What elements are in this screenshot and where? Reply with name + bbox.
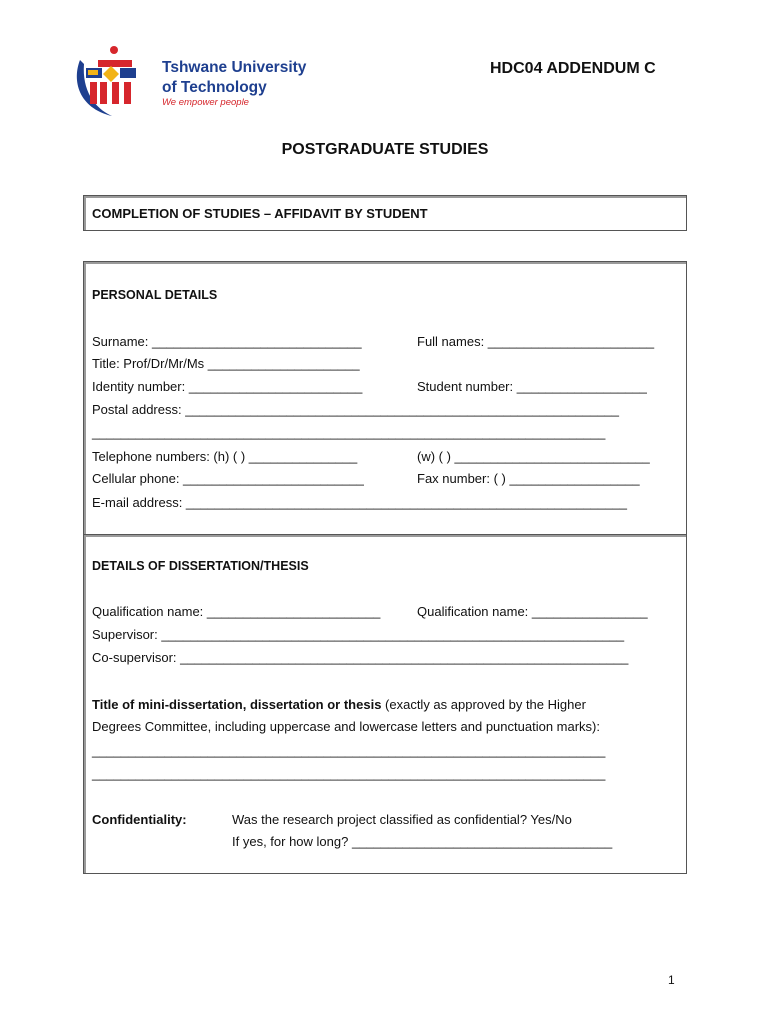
thesis-details-section — [83, 534, 687, 874]
cellular-phone-field[interactable]: Cellular phone: _________________________ — [92, 471, 364, 486]
postal-address-continuation[interactable]: _______________________________________________________________________ — [92, 425, 606, 440]
thesis-title-instruction-line2: Degrees Committee, including uppercase and lowercase letters and punctuation marks): — [92, 719, 600, 734]
thesis-title-blank-1[interactable]: _______________________________________________________________________ — [92, 743, 606, 758]
affidavit-title: COMPLETION OF STUDIES – AFFIDAVIT BY STUDENT — [92, 206, 428, 221]
university-name-line1: Tshwane University — [162, 59, 307, 76]
thesis-title-instruction — [92, 697, 586, 712]
document-code: HDC04 ADDENDUM C — [490, 60, 656, 77]
personal-details-heading: PERSONAL DETAILS — [92, 288, 218, 302]
university-tagline: We empower people — [162, 97, 249, 108]
surname-field[interactable]: Surname: _____________________________ — [92, 334, 362, 349]
affidavit-title-box — [83, 195, 687, 231]
supervisor-field[interactable]: Supervisor: ________________________________________________________________ — [92, 627, 625, 642]
personal-details-section — [83, 261, 687, 535]
thesis-title-blank-2[interactable]: _______________________________________________________________________ — [92, 766, 606, 781]
identity-number-field[interactable]: Identity number: ________________________ — [92, 379, 363, 394]
page-number: 1 — [668, 973, 675, 987]
confidentiality-question[interactable]: Was the research project classified as confidential? Yes/No — [232, 812, 572, 827]
university-logo — [72, 42, 322, 120]
telephone-work-field[interactable]: (w) ( ) ___________________________ — [417, 449, 650, 464]
university-name-line2: of Technology — [162, 79, 267, 96]
co-supervisor-field[interactable]: Co-supervisor: ______________________________________________________________ — [92, 650, 629, 665]
confidentiality-duration-field[interactable]: If yes, for how long? ____________________________________ — [232, 834, 613, 849]
confidentiality-label: Confidentiality: — [92, 812, 187, 827]
qualification-name-field-1[interactable]: Qualification name: ________________________ — [92, 604, 381, 619]
title-field[interactable]: Title: Prof/Dr/Mr/Ms _____________________ — [92, 356, 360, 371]
thesis-details-heading: DETAILS OF DISSERTATION/THESIS — [92, 559, 309, 573]
telephone-home-field[interactable]: Telephone numbers: (h) ( ) _______________ — [92, 449, 358, 464]
thesis-title-note: (exactly as approved by the Higher — [381, 697, 586, 712]
document-title: POSTGRADUATE STUDIES — [281, 141, 489, 158]
full-names-field[interactable]: Full names: _______________________ — [417, 334, 655, 349]
fax-number-field[interactable]: Fax number: ( ) __________________ — [417, 471, 640, 486]
student-number-field[interactable]: Student number: __________________ — [417, 379, 647, 394]
postal-address-field[interactable]: Postal address: ____________________________________________________________ — [92, 402, 620, 417]
qualification-name-field-2[interactable]: Qualification name: ________________ — [417, 604, 648, 619]
email-address-field[interactable]: E-mail address: _____________________________________________________________ — [92, 495, 627, 510]
thesis-title-label: Title of mini-dissertation, dissertation or thesis — [92, 697, 382, 712]
university-emblem-icon — [72, 42, 162, 120]
